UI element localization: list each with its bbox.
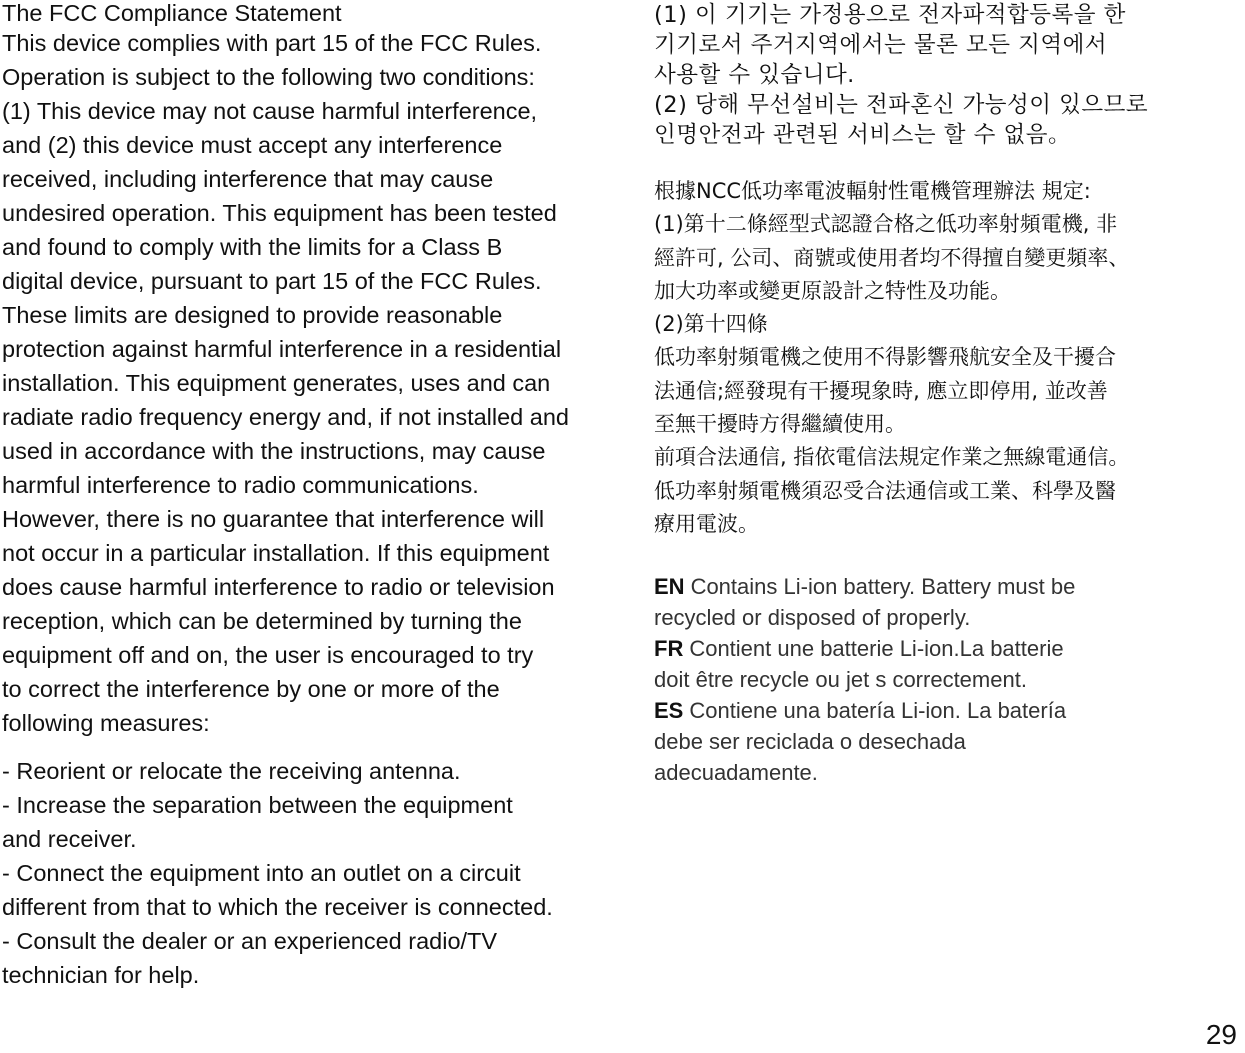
korean-line: (1) 이 기기는 가정용으로 전자파적합등록을 한 <box>654 2 1126 28</box>
taiwan-line: (2)第十四條 <box>654 312 768 337</box>
fcc-line: These limits are designed to provide reasonable <box>2 302 503 328</box>
battery-text: doit être recycle ou jet s correctement. <box>654 667 1027 693</box>
fcc-line: installation. This equipment generates, uses and can <box>2 370 551 396</box>
fcc-line: does cause harmful interference to radio or television <box>2 574 555 600</box>
page-number: 29 <box>1205 1019 1237 1050</box>
fcc-measures-list <box>2 754 642 992</box>
taiwan-ncc-notice <box>654 175 1239 541</box>
fcc-line: and found to comply with the limits for a Class B <box>2 234 503 260</box>
fcc-line: and (2) this device must accept any interference <box>2 132 503 158</box>
fcc-line: This device complies with part 15 of the FCC Rules. <box>2 30 542 56</box>
battery-es-line1 <box>654 695 1239 726</box>
fcc-line: Operation is subject to the following two conditions: <box>2 64 535 90</box>
language-code-es: ES <box>654 698 684 724</box>
measure-line: technician for help. <box>2 962 200 988</box>
battery-text: Contains Li-ion battery. Battery must be <box>690 574 1076 600</box>
battery-text: Contient une batterie Li-ion.La batterie <box>689 636 1064 662</box>
taiwan-line: 至無干擾時方得繼續使用。 <box>654 412 906 437</box>
taiwan-line: 法通信;經發現有干擾現象時, 應立即停用, 並改善 <box>654 378 1108 403</box>
taiwan-line: 療用電波。 <box>654 511 759 536</box>
battery-notice <box>654 571 1239 788</box>
language-code-fr: FR <box>654 636 684 662</box>
fcc-line: following measures: <box>2 710 210 736</box>
fcc-line: received, including interference that may cause <box>2 166 494 192</box>
measure-line: and receiver. <box>2 826 137 852</box>
fcc-line: equipment off and on, the user is encouraged to try <box>2 642 534 668</box>
battery-text: Contiene una batería Li-ion. La batería <box>689 698 1067 724</box>
measure-line: - Reorient or relocate the receiving antenna. <box>2 758 461 784</box>
korean-line: 사용할 수 있습니다. <box>654 62 855 88</box>
fcc-line: (1) This device may not cause harmful interference, <box>2 98 538 124</box>
measure-line: different from that to which the receiver is connected. <box>2 894 553 920</box>
fcc-line: harmful interference to radio communications. <box>2 472 479 498</box>
taiwan-line: 低功率射頻電機須忍受合法通信或工業、科學及醫 <box>654 478 1116 503</box>
fcc-line: protection against harmful interference in a residential <box>2 336 562 362</box>
battery-text: adecuadamente. <box>654 760 818 786</box>
taiwan-line: 根據NCC低功率電波輻射性電機管理辦法 規定: <box>654 179 1091 203</box>
fcc-statement-column <box>2 0 642 992</box>
fcc-title: The FCC Compliance Statement <box>2 0 342 26</box>
fcc-line: not occur in a particular installation. If this equipment <box>2 540 550 566</box>
korean-line: (2) 당해 무선설비는 전파혼신 가능성이 있으므로 <box>654 92 1149 118</box>
fcc-line: to correct the interference by one or more of the <box>2 676 500 702</box>
korean-line: 인명안전과 관련된 서비스는 할 수 없음。 <box>654 122 1072 148</box>
taiwan-line: 經許可, 公司、商號或使用者均不得擅自變更頻率、 <box>654 245 1130 270</box>
fcc-line: undesired operation. This equipment has been tested <box>2 200 557 226</box>
korean-line: 기기로서 주거지역에서는 물론 모든 지역에서 <box>654 32 1108 58</box>
battery-text: debe ser reciclada o desechada <box>654 729 966 755</box>
fcc-line: digital device, pursuant to part 15 of the FCC Rules. <box>2 268 542 294</box>
fcc-body <box>2 26 642 740</box>
measure-line: - Consult the dealer or an experienced radio/TV <box>2 928 498 954</box>
taiwan-line: (1)第十二條經型式認證合格之低功率射頻電機, 非 <box>654 212 1118 237</box>
battery-fr-line1 <box>654 633 1239 664</box>
fcc-line: reception, which can be determined by turning the <box>2 608 522 634</box>
language-code-en: EN <box>654 574 685 600</box>
taiwan-line: 加大功率或變更原設計之特性及功能。 <box>654 278 1011 303</box>
measure-line: - Connect the equipment into an outlet on a circuit <box>2 860 521 886</box>
fcc-line: However, there is no guarantee that interference will <box>2 506 545 532</box>
measure-line: - Increase the separation between the equipment <box>2 792 513 818</box>
korean-notice <box>654 0 1239 150</box>
taiwan-line: 低功率射頻電機之使用不得影響飛航安全及干擾合 <box>654 345 1116 370</box>
regional-notices-column <box>654 0 1239 788</box>
fcc-line: radiate radio frequency energy and, if not installed and <box>2 404 569 430</box>
taiwan-line: 前項合法通信, 指依電信法規定作業之無線電通信。 <box>654 445 1130 470</box>
battery-en-line1 <box>654 571 1239 602</box>
battery-text: recycled or disposed of properly. <box>654 605 971 631</box>
fcc-line: used in accordance with the instructions, may cause <box>2 438 546 464</box>
